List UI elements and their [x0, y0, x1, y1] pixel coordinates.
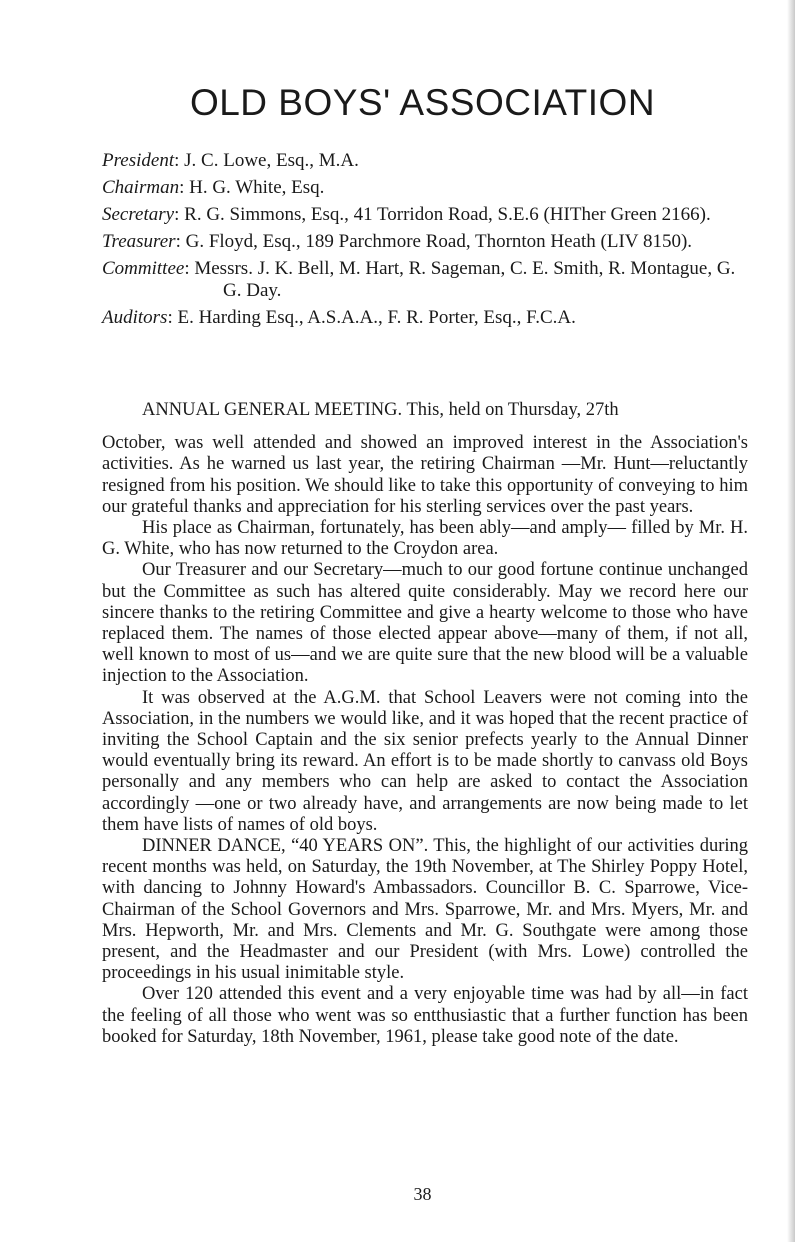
- attendance-paragraph: Over 120 attended this event and a very enjoyable time was had by all—in fact the feeling of all those who went was so entthusiastic that a further function has been booked for Saturday, 18th November, 1961, please take good note of the date.: [102, 984, 748, 1047]
- agm-paragraph: October, was well attended and showed an improved interest in the Association's activities. As he warned us last year, the retiring Chairman —Mr. Hunt—reluctantly resigned from his position. We should like to take this opportunity of conveying to him our grateful thanks and appreciation for his sterling services over the past years.: [102, 433, 748, 517]
- officer-details: G. Floyd, Esq., 189 Parchmore Road, Thornton Heath (LIV 8150).: [185, 231, 693, 252]
- officer-role: Chairman: [102, 177, 180, 198]
- officer-secretary: Secretary: R. G. Simmons, Esq., 41 Torridon Road, S.E.6 (HITher Green 2166).: [102, 204, 711, 225]
- officer-details: Messrs. J. K. Bell, M. Hart, R. Sageman, C. E. Smith, R. Montague, G. G. Day.: [194, 258, 736, 301]
- officer-details: J. C. Lowe, Esq., M.A.: [184, 150, 359, 171]
- page-edge-shadow: [787, 0, 795, 1242]
- officer-role: Secretary: [102, 204, 175, 225]
- article-body: [102, 400, 748, 1048]
- officer-president: President: J. C. Lowe, Esq., M.A.: [102, 150, 359, 171]
- dinner-dance-paragraph: DINNER DANCE, “40 YEARS ON”. This, the highlight of our activities during recent months was held, on Saturday, the 19th November, at The Shirley Poppy Hotel, with dancing to Johnny Howard's Ambassadors. Councillor B. C. Sparrowe, Vice-Chairman of the School Governors and Mrs. Sparrowe, Mr. and Mrs. Myers, Mr. and Mrs. Hepworth, Mr. and Mrs. Clements and Mr. G. Southgate were among those present, and the Headmaster and our President (with Mrs. Lowe) controlled the proceedings in his usual inimitable style.: [102, 836, 748, 984]
- officer-auditors: Auditors: E. Harding Esq., A.S.A.A., F. R. Porter, Esq., F.C.A.: [102, 307, 576, 328]
- page-title: OLD BOYS' ASSOCIATION: [189, 82, 656, 123]
- officer-details: R. G. Simmons, Esq., 41 Torridon Road, S.E.6 (HITher Green 2166).: [184, 204, 711, 225]
- committee-paragraph: Our Treasurer and our Secretary—much to our good fortune continue unchanged but the Committee as such has altered quite considerably. May we record here our sincere thanks to the retiring Committee and give a hearty welcome to those who have replaced them. The names of those elected appear above—many of them, if not all, well known to most of us—and we are quite sure that the new blood will be a valuable injection to the Association.: [102, 560, 748, 687]
- officer-role: Treasurer: [102, 231, 176, 252]
- officer-role: Committee: [102, 258, 185, 279]
- page-number: 38: [413, 1184, 432, 1204]
- agm-heading-paragraph: ANNUAL GENERAL MEETING. This, held on Thursday, 27th: [142, 400, 619, 420]
- officers-list: [102, 150, 748, 334]
- school-leavers-paragraph: It was observed at the A.G.M. that School Leavers were not coming into the Association, in the numbers we would like, and it was hoped that the recent practice of inviting the School Captain and the six senior prefects yearly to the Annual Dinner would eventually bring its reward. An effort is to be made shortly to canvass old Boys personally and any members who can help are asked to contact the Association accordingly —one or two already have, and arrangements are now being made to let them have lists of names of old boys.: [102, 687, 748, 835]
- officer-role: Auditors: [102, 307, 168, 328]
- officer-details: E. Harding Esq., A.S.A.A., F. R. Porter, Esq., F.C.A.: [177, 307, 576, 328]
- chairman-paragraph: His place as Chairman, fortunately, has been ably—and amply— filled by Mr. H. G. White, who has now returned to the Croydon area.: [102, 518, 748, 560]
- officer-committee: Committee: Messrs. J. K. Bell, M. Hart, R. Sageman, C. E. Smith, R. Montague, G. G. Day.: [102, 258, 736, 301]
- officer-details: H. G. White, Esq.: [189, 177, 325, 198]
- officer-chairman: Chairman: H. G. White, Esq.: [102, 177, 325, 198]
- officer-role: President: [102, 150, 175, 171]
- officer-treasurer: Treasurer: G. Floyd, Esq., 189 Parchmore Road, Thornton Heath (LIV 8150).: [102, 231, 693, 252]
